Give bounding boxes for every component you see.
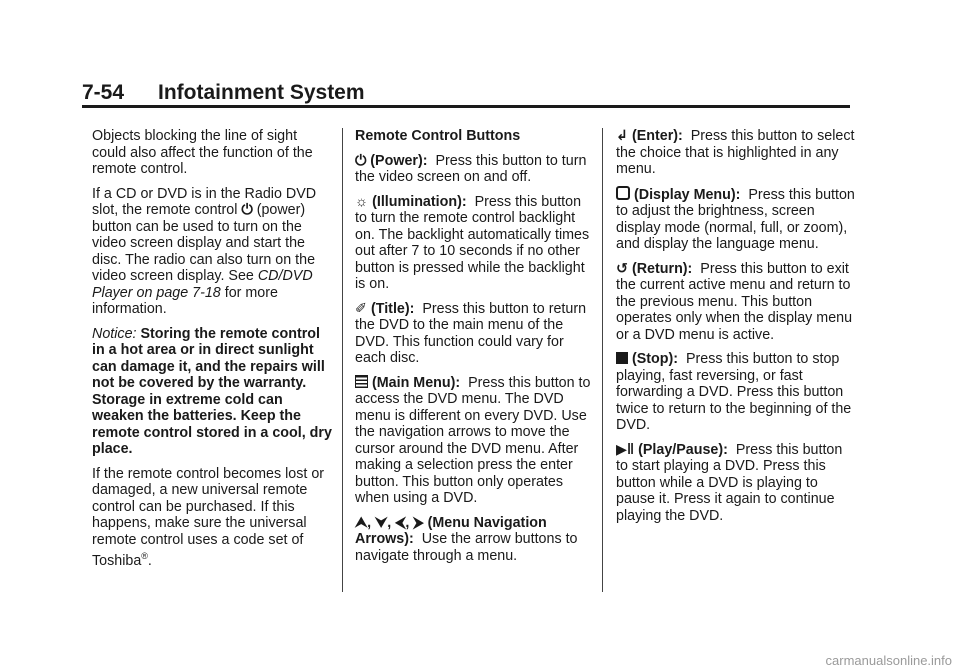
button-item-main-menu: (Main Menu): Press this button to access the DVD menu. The DVD menu is different on every DVD. Use the navigation arrows to move the cursor around the DVD menu. After making a selection press the enter button. This button only operates when using a DVD.: [355, 374, 591, 506]
power-icon: ⏻: [355, 152, 367, 169]
section-title: Infotainment System: [158, 81, 365, 104]
button-item-stop: (Stop): Press this button to stop playing, fast reversing, or fast forwarding a DVD. Press this button twice to return to the beginning of the DVD.: [616, 351, 852, 433]
button-item-navigation: ⮝, ⮟, ⮜, ⮞ (Menu Navigation Arrows): Use the arrow buttons to navigate through a menu.: [355, 514, 578, 564]
power-icon: ⏻: [241, 202, 253, 218]
section-heading: Remote Control Buttons: [355, 128, 521, 144]
button-item-power: ⏻ (Power): Press this button to turn the video screen on and off.: [355, 152, 587, 185]
title-icon: ✐: [355, 300, 367, 317]
button-item-enter: ↲ (Enter): Press this button to select the choice that is highlighted in any menu.: [616, 128, 855, 177]
watermark: carmanualsonline.info: [825, 653, 952, 668]
play-pause-icon: ▶‖: [616, 441, 635, 458]
page-number: 7-54: [82, 81, 125, 104]
registered-mark: ®: [141, 551, 148, 561]
paragraph-remote-power: If a CD or DVD is in the Radio DVD slot, the remote control ⏻ (power) button can be used to turn on the video screen display and start the disc. The radio can also turn on the video screen display. See CD/DVD Player on page 7-18 for more information.: [92, 185, 317, 317]
notice-paragraph: [92, 326, 332, 458]
cross-reference-link[interactable]: CD/DVD Player on page 7-18: [92, 268, 313, 301]
return-icon: ↺: [616, 260, 628, 277]
header-rule: [82, 105, 850, 108]
main-menu-icon: [355, 375, 368, 388]
navigation-arrows-icon: ⮝, ⮟, ⮜, ⮞: [355, 514, 424, 531]
notice-text: Storing the remote control in a hot area or in direct sunlight can damage it, and the repairs will not be covered by the warranty. Storage in extreme cold can weaken the batteries. Keep the remote control stored in a cool, dry place.: [92, 325, 332, 457]
column-3: [616, 128, 856, 532]
button-item-title: ✐ (Title): Press this button to return the DVD to the main menu of the DVD. This function could vary for each disc.: [355, 300, 587, 366]
stop-icon: [616, 352, 628, 364]
display-menu-icon: [616, 186, 630, 200]
button-item-display-menu: (Display Menu): Press this button to adjust the brightness, screen display mode (normal, full, or zoom), and display the language menu.: [616, 186, 855, 252]
button-item-return: ↺ (Return): Press this button to exit the current active menu and return to the previous menu. This button operates only when the display menu or a DVD menu is active.: [616, 260, 853, 343]
page-header: [82, 81, 365, 105]
button-item-illumination: ☼ (Illumination): Press this button to turn the remote control backlight on. The backlight automatically times out after 7 to 10 seconds if no other button is pressed while the backlight is on.: [355, 193, 590, 292]
paragraph-lost-remote: If the remote control becomes lost or damaged, a new universal remote control can be purchased. If this happens, make sure the universal remote control uses a code set of Toshiba®.: [92, 465, 325, 569]
column-1: [92, 128, 332, 577]
column-divider: [602, 128, 603, 592]
column-divider: [342, 128, 343, 592]
notice-label: Notice:: [92, 325, 137, 342]
column-2: [355, 128, 591, 572]
illumination-icon: ☼: [355, 193, 369, 210]
enter-icon: ↲: [616, 128, 628, 144]
button-item-play-pause: ▶‖ (Play/Pause): Press this button to start playing a DVD. Press this button while a DVD is playing to pause it. Press it again to continue playing the DVD.: [616, 441, 843, 524]
paragraph-line-of-sight: Objects blocking the line of sight could also affect the function of the remote control.: [92, 128, 313, 177]
